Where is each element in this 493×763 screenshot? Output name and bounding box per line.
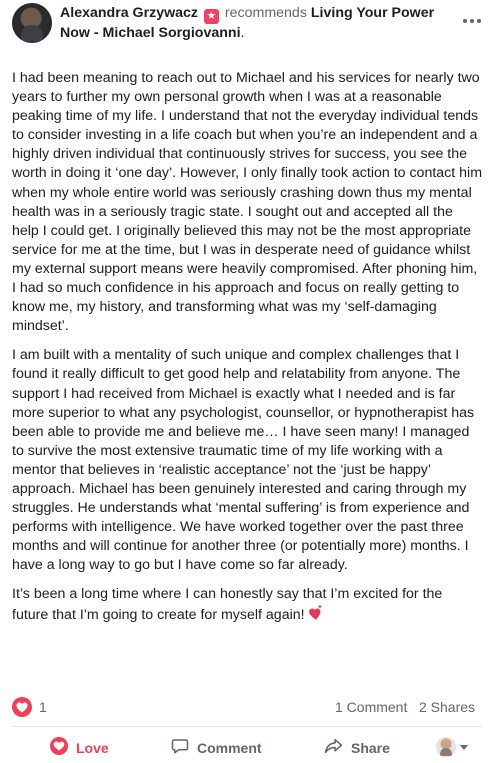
two-hearts-emoji-icon — [307, 605, 324, 628]
love-button-icon — [50, 737, 68, 758]
shares-count-link[interactable]: 2 Shares — [419, 699, 476, 715]
love-button-label: Love — [76, 739, 109, 756]
actions-divider — [12, 726, 482, 727]
trailing-period: . — [240, 25, 245, 41]
post-header-text — [60, 4, 445, 43]
post-paragraph-1: I had been meaning to reach out to Michael and his services for nearly two years to further my own personal growth when I was at a reasonable peaking time of my life. I understand that not the everyday individual tends to consider investing in a life coach but when you’re an independent and a highly driven individual that continuously strives for success, you see the worth in doing it ‘one day’. However, I only finally took action to contact him when my whole entire world was seriously crashing down thus my mental health was in a seriously tragic state. I sought out and accepted all the help I could get. I originally believed this may not be the most appropriate service for me at the time, but I was in desperate need of guidance whilst my external support means were heavily compromised. After phoning him, I had so much confidence in his approach and focus on really getting to know me, my history, and transforming what was my ‘self-damaging mindset’. — [12, 70, 483, 335]
love-button[interactable] — [50, 732, 109, 763]
chevron-down-icon — [460, 745, 468, 750]
post-header — [12, 0, 482, 50]
reaction-summary-bar — [12, 696, 482, 718]
recommendation-star-icon: ★ — [204, 9, 219, 24]
post-paragraph-3 — [12, 585, 482, 627]
share-button-label: Share — [351, 739, 390, 756]
comment-button-label: Comment — [197, 739, 262, 756]
author-avatar[interactable] — [12, 3, 52, 43]
post-as-selector[interactable] — [436, 737, 468, 757]
share-button[interactable] — [324, 732, 390, 763]
comment-button[interactable] — [171, 732, 262, 763]
reaction-count[interactable]: 1 — [39, 699, 47, 715]
post-actions-bar — [0, 732, 493, 763]
more-options-icon[interactable] — [460, 12, 484, 30]
post-body — [12, 69, 482, 638]
viewer-avatar — [436, 737, 456, 757]
author-name-link[interactable]: Alexandra Grzywacz — [60, 5, 198, 21]
share-icon — [324, 737, 343, 758]
post-paragraph-3-text: It’s been a long time where I can honestly say that I’m excited for the future that I’m going to create for myself again! — [12, 586, 443, 623]
comments-count-link[interactable]: 1 Comment — [335, 699, 408, 715]
love-reaction-icon[interactable] — [12, 697, 32, 717]
page-name-link[interactable]: Living Your Power Now - Michael Sorgiovanni — [60, 5, 435, 41]
post-paragraph-2: I am built with a mentality of such unique and complex challenges that I found it really difficult to get good help and relatability from anyone. The support I had received from Michael is exactly what I needed and is far more superior to what any psychologist, counsellor, or hypnotherapist has been able to provide me and believe me… I have seen many! I managed to survive the most extensive traumatic time of my life working with a mentor that believes in ‘realistic acceptance’ not the ‘just be happy’ approach. Michael has been genuinely interested and caring through my struggles. He understands what ‘mental suffering’ is from experience and performs with intelligence. We have worked together over the past three months and will continue for another three (or potentially more) months. I have a long way to go but I have come so far already. — [12, 347, 475, 574]
comment-icon — [171, 737, 189, 758]
recommends-text: recommends — [224, 5, 307, 21]
